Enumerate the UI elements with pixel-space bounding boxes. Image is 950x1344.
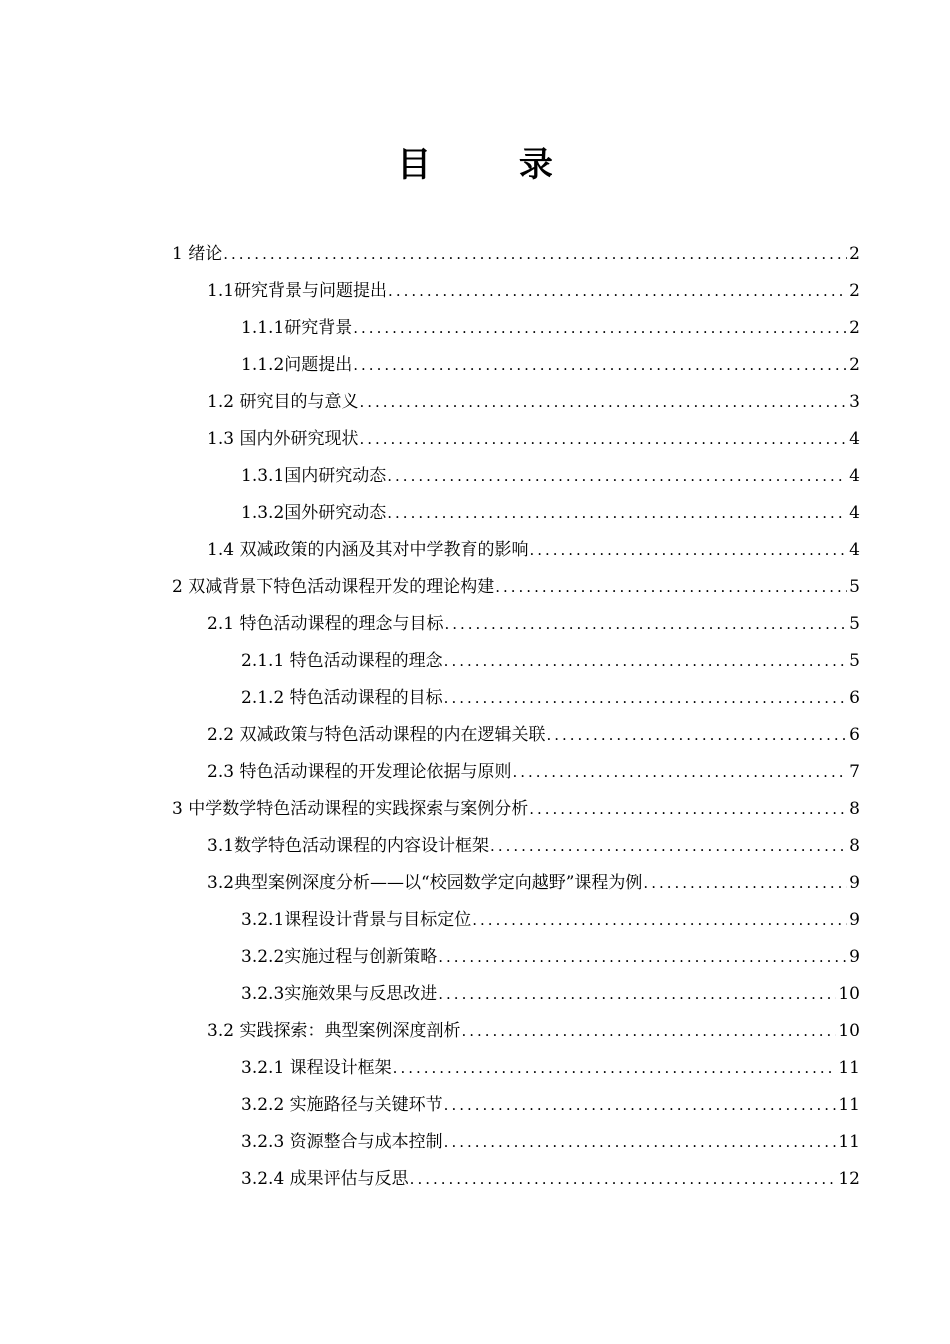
toc-entry-title: 3.2.1课程设计背景与目标定位	[241, 910, 472, 930]
toc-entry-page-number: 2	[849, 318, 860, 338]
toc-entry-page-number: 7	[849, 762, 860, 782]
toc-entry-title: 3.2.1 课程设计框架	[241, 1058, 392, 1078]
toc-entry-page-number: 11	[838, 1132, 860, 1152]
toc-entry-page-number: 2	[849, 355, 860, 375]
toc-entry-title: 1.1.1研究背景	[241, 318, 353, 338]
toc-dot-leader	[410, 1161, 837, 1198]
toc-entry[interactable]	[0, 495, 950, 532]
toc-entry-line	[241, 310, 860, 347]
toc-entry[interactable]	[0, 273, 950, 310]
toc-entry-line	[207, 273, 860, 310]
toc-entry[interactable]	[0, 902, 950, 939]
toc-entry-line	[207, 717, 860, 754]
toc-entry-line	[172, 791, 860, 828]
toc-entry-line	[207, 384, 860, 421]
toc-dot-leader	[546, 717, 847, 754]
toc-entry-line	[172, 569, 860, 606]
toc-entry[interactable]	[0, 828, 950, 865]
toc-entry-title: 1.1.2问题提出	[241, 355, 353, 375]
toc-entry-title: 3.2.3实施效果与反思改进	[241, 984, 438, 1004]
toc-entry-title: 3.2典型案例深度分析——以“校园数学定向越野”课程为例	[207, 873, 643, 893]
toc-entry-line	[241, 347, 860, 384]
toc-entry-line	[207, 421, 860, 458]
toc-entry[interactable]	[0, 717, 950, 754]
toc-entry-page-number: 11	[838, 1095, 860, 1115]
toc-entry[interactable]	[0, 1161, 950, 1198]
toc-entry[interactable]	[0, 421, 950, 458]
toc-dot-leader	[444, 1087, 837, 1124]
toc-entry-title: 3.2.4 成果评估与反思	[241, 1169, 409, 1189]
toc-entry-title: 3.2.2实施过程与创新策略	[241, 947, 438, 967]
toc-entry-page-number: 8	[849, 799, 860, 819]
toc-dot-leader	[444, 1124, 837, 1161]
toc-entry-page-number: 9	[849, 947, 860, 967]
toc-entry[interactable]	[0, 606, 950, 643]
toc-entry-line	[241, 976, 860, 1013]
toc-entry[interactable]	[0, 1013, 950, 1050]
page-title: 目 录	[397, 145, 591, 185]
toc-entry-line	[241, 1050, 860, 1087]
toc-entry-title: 1.3 国内外研究现状	[207, 429, 359, 449]
toc-entry[interactable]	[0, 532, 950, 569]
toc-entry-page-number: 2	[849, 244, 860, 264]
toc-entry-line	[241, 1161, 860, 1198]
toc-entry-page-number: 4	[849, 540, 860, 560]
toc-entry-page-number: 4	[849, 429, 860, 449]
toc-dot-leader	[387, 495, 847, 532]
toc-entry-page-number: 2	[849, 281, 860, 301]
toc-entry-page-number: 10	[838, 1021, 860, 1041]
toc-entry-title: 3.2 实践探索：典型案例深度剖析	[207, 1021, 461, 1041]
toc-entry[interactable]	[0, 976, 950, 1013]
toc-entry-line	[207, 754, 860, 791]
toc-entry-title: 3.2.3 资源整合与成本控制	[241, 1132, 443, 1152]
toc-entry[interactable]	[0, 1087, 950, 1124]
toc-entry-page-number: 6	[849, 688, 860, 708]
toc-entry[interactable]	[0, 1124, 950, 1161]
toc-entry-title: 3 中学数学特色活动课程的实践探索与案例分析	[172, 799, 529, 819]
table-of-contents	[0, 236, 950, 1198]
toc-entry-line	[207, 532, 860, 569]
toc-entry[interactable]	[0, 384, 950, 421]
toc-dot-leader	[444, 606, 847, 643]
toc-dot-leader	[529, 791, 847, 828]
toc-dot-leader	[388, 273, 847, 310]
toc-entry-page-number: 5	[849, 614, 860, 634]
toc-entry-title: 1.4 双减政策的内涵及其对中学教育的影响	[207, 540, 529, 560]
toc-dot-leader	[359, 384, 847, 421]
toc-entry[interactable]	[0, 458, 950, 495]
toc-entry-line	[207, 828, 860, 865]
toc-entry-title: 1.3.2国外研究动态	[241, 503, 387, 523]
toc-dot-leader	[223, 236, 847, 273]
toc-entry-line	[241, 902, 860, 939]
toc-entry-line	[241, 1124, 860, 1161]
toc-entry-page-number: 11	[838, 1058, 860, 1078]
toc-entry-line	[241, 939, 860, 976]
toc-entry-title: 1 绪论	[172, 244, 223, 264]
toc-entry-page-number: 12	[838, 1169, 860, 1189]
toc-entry[interactable]	[0, 939, 950, 976]
toc-dot-leader	[359, 421, 847, 458]
toc-entry-line	[241, 495, 860, 532]
toc-entry-page-number: 8	[849, 836, 860, 856]
toc-entry-title: 1.3.1国内研究动态	[241, 466, 387, 486]
toc-entry-page-number: 4	[849, 503, 860, 523]
toc-dot-leader	[643, 865, 847, 902]
toc-entry-page-number: 9	[849, 873, 860, 893]
toc-dot-leader	[495, 569, 847, 606]
toc-entry-title: 1.2 研究目的与意义	[207, 392, 359, 412]
toc-dot-leader	[438, 939, 847, 976]
toc-entry-page-number: 9	[849, 910, 860, 930]
toc-entry[interactable]	[0, 347, 950, 384]
toc-dot-leader	[353, 310, 847, 347]
toc-entry[interactable]	[0, 310, 950, 347]
toc-entry[interactable]	[0, 680, 950, 717]
toc-dot-leader	[444, 680, 848, 717]
toc-entry[interactable]	[0, 865, 950, 902]
toc-entry-line	[207, 606, 860, 643]
toc-entry-page-number: 5	[849, 651, 860, 671]
toc-dot-leader	[461, 1013, 836, 1050]
toc-entry-title: 2.1.2 特色活动课程的目标	[241, 688, 443, 708]
toc-dot-leader	[490, 828, 847, 865]
toc-entry-line	[207, 865, 860, 902]
toc-entry-title: 2.2 双减政策与特色活动课程的内在逻辑关联	[207, 725, 546, 745]
toc-entry-title: 2.1.1 特色活动课程的理念	[241, 651, 443, 671]
toc-entry-page-number: 6	[849, 725, 860, 745]
toc-entry[interactable]	[0, 754, 950, 791]
toc-entry-page-number: 3	[849, 392, 860, 412]
toc-entry[interactable]	[0, 1050, 950, 1087]
toc-entry-page-number: 4	[849, 466, 860, 486]
toc-entry-line	[241, 458, 860, 495]
toc-entry[interactable]	[0, 569, 950, 606]
toc-dot-leader	[529, 532, 847, 569]
toc-dot-leader	[393, 1050, 837, 1087]
toc-entry[interactable]	[0, 643, 950, 680]
toc-entry-page-number: 5	[849, 577, 860, 597]
toc-entry-title: 3.1数学特色活动课程的内容设计框架	[207, 836, 490, 856]
toc-dot-leader	[387, 458, 847, 495]
toc-dot-leader	[438, 976, 836, 1013]
toc-dot-leader	[353, 347, 847, 384]
toc-dot-leader	[512, 754, 847, 791]
toc-entry-title: 2.3 特色活动课程的开发理论依据与原则	[207, 762, 512, 782]
toc-entry-title: 2 双减背景下特色活动课程开发的理论构建	[172, 577, 495, 597]
toc-entry-title: 3.2.2 实施路径与关键环节	[241, 1095, 443, 1115]
toc-entry-title: 1.1研究背景与问题提出	[207, 281, 388, 301]
toc-entry-title: 2.1 特色活动课程的理念与目标	[207, 614, 444, 634]
toc-entry-page-number: 10	[838, 984, 860, 1004]
toc-entry-line	[241, 643, 860, 680]
toc-entry[interactable]	[0, 236, 950, 273]
toc-entry-line	[207, 1013, 860, 1050]
toc-entry-line	[241, 1087, 860, 1124]
toc-entry[interactable]	[0, 791, 950, 828]
toc-entry-line	[241, 680, 860, 717]
toc-entry-line	[172, 236, 860, 273]
toc-dot-leader	[472, 902, 847, 939]
toc-dot-leader	[444, 643, 848, 680]
